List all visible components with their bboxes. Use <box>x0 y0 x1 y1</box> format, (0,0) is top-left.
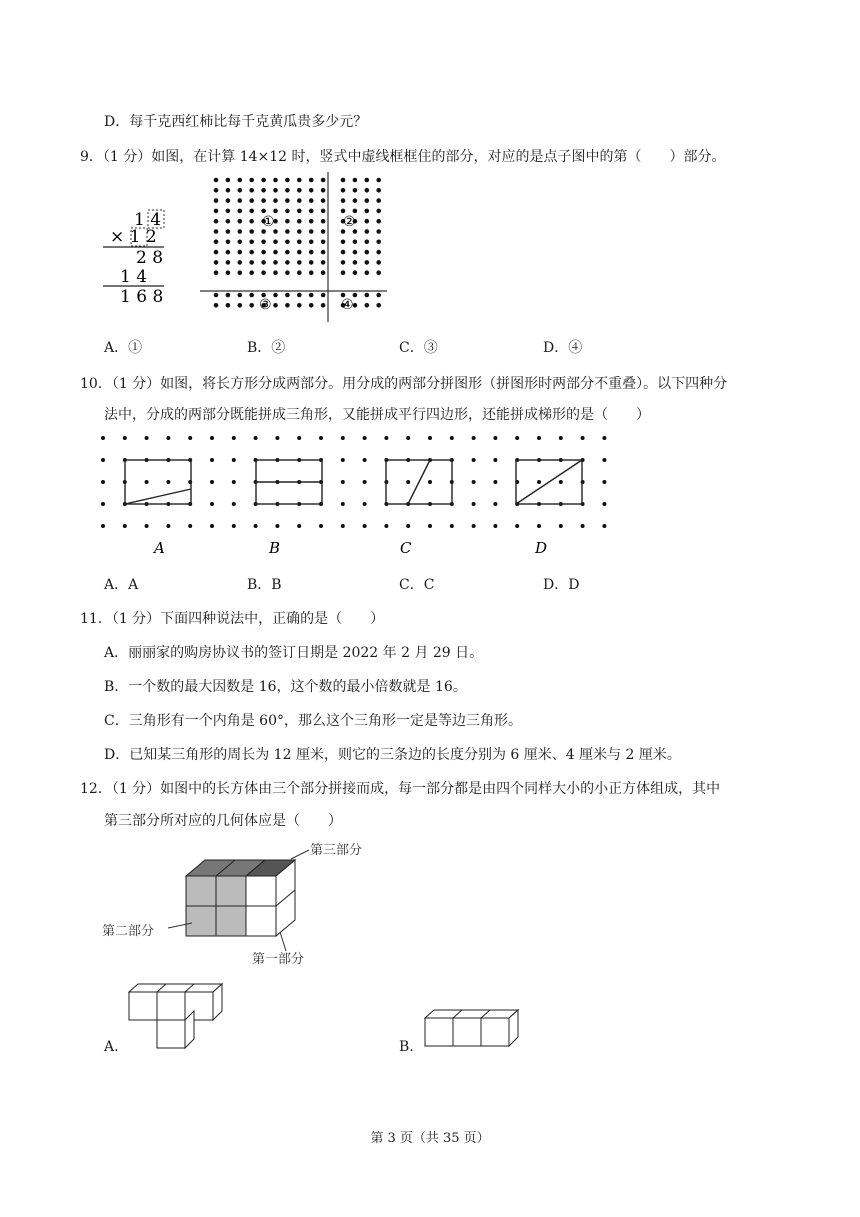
dot <box>249 250 254 255</box>
grid-dot <box>472 502 476 506</box>
dot <box>376 188 381 193</box>
dot <box>321 198 326 203</box>
dot <box>249 240 254 245</box>
grid-dot <box>210 502 214 506</box>
calc-row1: 1 4 <box>134 210 162 230</box>
dot <box>353 260 358 265</box>
q11-option-a[interactable]: A．丽丽家的购房协议书的签订日期是 2022 年 2 月 29 日。 <box>104 645 484 661</box>
dot <box>249 188 254 193</box>
grid-dot <box>275 524 279 528</box>
q10-option-c[interactable]: C．C <box>399 577 435 593</box>
grid-dot <box>472 480 476 484</box>
grid-dot <box>363 458 367 462</box>
grid-dot <box>145 436 149 440</box>
label-third-part: 第三部分 <box>310 843 363 858</box>
dot <box>238 198 243 203</box>
grid-dot <box>101 524 105 528</box>
grid-dot <box>341 524 345 528</box>
q10-option-a[interactable]: A．A <box>104 577 139 593</box>
dot <box>365 178 370 183</box>
dot <box>238 293 243 298</box>
dot <box>226 260 231 265</box>
dot <box>376 250 381 255</box>
grid-dot <box>297 436 301 440</box>
dot <box>321 260 326 265</box>
grid-dot <box>275 436 279 440</box>
dot <box>321 229 326 234</box>
dot <box>365 209 370 214</box>
grid-dot <box>493 524 497 528</box>
dot <box>297 188 302 193</box>
dot <box>297 293 302 298</box>
grid-dot <box>537 480 541 484</box>
dot <box>285 303 290 308</box>
q9-option-c[interactable]: C．③ <box>399 340 438 356</box>
grid-dot <box>363 480 367 484</box>
dot <box>249 260 254 265</box>
grid-dot <box>101 436 105 440</box>
grid-dot <box>166 524 170 528</box>
grid-dot <box>493 436 497 440</box>
grid-dot <box>428 524 432 528</box>
grid-dot <box>210 524 214 528</box>
dot <box>321 293 326 298</box>
dot <box>261 260 266 265</box>
calc-row2: × 1 2 <box>110 227 157 247</box>
dot <box>249 219 254 224</box>
q10-stem-line2: 法中，分成的两部分既能拼成三角形，又能拼成平行四边形，还能拼成梯形的是（ ） <box>104 407 650 423</box>
dot <box>273 240 278 245</box>
grid-dot <box>406 480 410 484</box>
q10-option-d[interactable]: D．D <box>543 577 580 593</box>
dot <box>341 209 346 214</box>
dot <box>365 270 370 275</box>
dot <box>365 188 370 193</box>
grid-dot <box>602 524 606 528</box>
dot <box>376 209 381 214</box>
dot <box>226 240 231 245</box>
dot <box>226 219 231 224</box>
grid-dot <box>493 458 497 462</box>
dot <box>297 270 302 275</box>
dot <box>309 229 314 234</box>
dot <box>376 240 381 245</box>
grid-dot <box>101 458 105 462</box>
dot <box>297 229 302 234</box>
dot <box>353 178 358 183</box>
grid-dot <box>450 436 454 440</box>
dot <box>249 198 254 203</box>
cut-line-d <box>516 460 582 504</box>
grid-dot <box>602 458 606 462</box>
grid-dot <box>254 524 258 528</box>
dot <box>261 188 266 193</box>
region-label-3: ③ <box>259 297 272 313</box>
calc-row5: 1 6 8 <box>120 287 164 307</box>
grid-dot <box>232 480 236 484</box>
dot <box>353 250 358 255</box>
grid-dot <box>123 524 127 528</box>
dot <box>261 240 266 245</box>
dot <box>297 250 302 255</box>
rect-a <box>125 460 191 504</box>
q9-option-a[interactable]: A．① <box>104 340 143 356</box>
dot <box>365 303 370 308</box>
dot <box>365 198 370 203</box>
dot <box>376 219 381 224</box>
cut-line-c <box>408 460 430 504</box>
grid-dot <box>319 524 323 528</box>
grid-dot <box>232 436 236 440</box>
grid-dot <box>341 480 345 484</box>
dot <box>285 293 290 298</box>
dot <box>261 198 266 203</box>
grid-dot <box>472 458 476 462</box>
dot <box>226 293 231 298</box>
dot <box>214 293 219 298</box>
region-label-2: ② <box>343 214 356 230</box>
grid-dot <box>602 502 606 506</box>
q12-stem-line1: 12．（1 分）如图中的长方体由三个部分拼接而成，每一部分都是由四个同样大小的小正方体组成，其中 <box>80 781 721 797</box>
dot <box>273 260 278 265</box>
dot <box>309 219 314 224</box>
dot <box>214 240 219 245</box>
q9-option-d[interactable]: D．④ <box>543 340 583 356</box>
grid-dot <box>406 524 410 528</box>
dot <box>297 240 302 245</box>
grid-dot <box>210 458 214 462</box>
label-second-part: 第二部分 <box>102 924 155 939</box>
dot <box>365 229 370 234</box>
dot <box>285 270 290 275</box>
dot <box>273 178 278 183</box>
q12-option-a[interactable]: A. <box>104 1039 119 1055</box>
grid-dot <box>232 458 236 462</box>
grid-dot <box>166 436 170 440</box>
dot <box>309 270 314 275</box>
dot <box>261 178 266 183</box>
dot <box>238 240 243 245</box>
dot <box>376 229 381 234</box>
dot <box>273 303 278 308</box>
grid-dot <box>101 502 105 506</box>
dot <box>285 260 290 265</box>
dot <box>341 270 346 275</box>
dot <box>321 270 326 275</box>
figure-label-a: A <box>154 539 165 557</box>
dot <box>353 198 358 203</box>
figure-label-c: C <box>400 539 412 557</box>
dot <box>214 250 219 255</box>
dot <box>297 260 302 265</box>
dot <box>309 250 314 255</box>
dot <box>249 229 254 234</box>
dot <box>249 270 254 275</box>
dot <box>365 240 370 245</box>
dot <box>309 240 314 245</box>
dot <box>249 209 254 214</box>
dot <box>321 303 326 308</box>
dot <box>297 209 302 214</box>
figure-label-b: B <box>269 539 281 557</box>
grid-dot <box>232 524 236 528</box>
grid-dot <box>384 436 388 440</box>
grid-dot <box>363 524 367 528</box>
q9-stem: 9．（1 分）如图，在计算 14×12 时，竖式中虚线框框住的部分，对应的是点子图中的第（ ）部分。 <box>80 149 726 165</box>
dot <box>238 260 243 265</box>
grid-dot <box>493 502 497 506</box>
grid-dot <box>602 480 606 484</box>
dot <box>238 303 243 308</box>
dot <box>273 209 278 214</box>
grid-dot <box>123 436 127 440</box>
dot <box>214 260 219 265</box>
grid-dot <box>559 436 563 440</box>
dot <box>226 188 231 193</box>
dot <box>214 188 219 193</box>
dot <box>297 219 302 224</box>
dot <box>341 260 346 265</box>
q11-option-b[interactable]: B．一个数的最大因数是 16，这个数的最小倍数就是 16。 <box>104 679 467 695</box>
grid-dot <box>363 502 367 506</box>
dot <box>321 250 326 255</box>
dot <box>238 250 243 255</box>
dot <box>353 209 358 214</box>
dot <box>226 198 231 203</box>
q10-option-b[interactable]: B．B <box>247 577 282 593</box>
dot <box>309 188 314 193</box>
dot <box>309 303 314 308</box>
dot <box>341 188 346 193</box>
page-footer: 第 3 页（共 35 页） <box>370 1131 490 1146</box>
grid-dot <box>515 524 519 528</box>
q11-option-d[interactable]: D．已知某三角形的周长为 12 厘米，则它的三条边的长度分别为 6 厘米、4 厘米与 2 厘米。 <box>104 747 681 763</box>
dot <box>321 240 326 245</box>
dot <box>285 240 290 245</box>
dot <box>341 250 346 255</box>
dot <box>341 240 346 245</box>
dot <box>353 188 358 193</box>
dot <box>261 209 266 214</box>
grid-dot <box>581 436 585 440</box>
dot <box>238 209 243 214</box>
dot <box>285 219 290 224</box>
dot <box>321 219 326 224</box>
dot <box>297 198 302 203</box>
dot <box>238 178 243 183</box>
grid-dot <box>145 480 149 484</box>
q9-option-b[interactable]: B．② <box>247 340 286 356</box>
grid-dot <box>559 480 563 484</box>
calc-row4: 1 4 <box>120 267 148 287</box>
q11-option-c[interactable]: C．三角形有一个内角是 60°，那么这个三角形一定是等边三角形。 <box>104 713 522 729</box>
dot <box>249 178 254 183</box>
grid-dot <box>341 458 345 462</box>
grid-dot <box>188 436 192 440</box>
dot <box>321 209 326 214</box>
dot <box>353 240 358 245</box>
grid-dot <box>254 436 258 440</box>
dot <box>365 260 370 265</box>
region-label-1: ① <box>262 214 275 230</box>
dot <box>285 229 290 234</box>
grid-dot <box>515 436 519 440</box>
dot <box>309 198 314 203</box>
grid-dot <box>145 524 149 528</box>
dot <box>309 293 314 298</box>
dot <box>297 178 302 183</box>
grid-dot <box>472 524 476 528</box>
dot <box>249 303 254 308</box>
grid-dot <box>559 524 563 528</box>
dot <box>249 293 254 298</box>
figure-label-d: D <box>535 539 548 557</box>
grid-dot <box>537 436 541 440</box>
dot <box>376 293 381 298</box>
grid-dot <box>297 524 301 528</box>
q12-stem-line2: 第三部分所对应的几何体应是（ ） <box>104 813 342 829</box>
dot <box>285 209 290 214</box>
grid-dot <box>188 524 192 528</box>
dot <box>365 219 370 224</box>
grid-dot <box>450 524 454 528</box>
dot <box>238 188 243 193</box>
dot <box>226 303 231 308</box>
dot <box>353 270 358 275</box>
dot <box>285 250 290 255</box>
dot <box>376 260 381 265</box>
dot <box>238 270 243 275</box>
dot <box>285 178 290 183</box>
grid-dot <box>166 480 170 484</box>
dot <box>309 209 314 214</box>
dot <box>273 250 278 255</box>
dot <box>226 250 231 255</box>
dot <box>214 178 219 183</box>
dot <box>376 198 381 203</box>
dot <box>226 209 231 214</box>
label-first-part: 第一部分 <box>252 952 305 967</box>
q10-stem-line1: 10．（1 分）如图，将长方形分成两部分。用分成的两部分拼图形（拼图形时两部分不重叠）。以下四种分 <box>80 376 728 392</box>
dot <box>214 303 219 308</box>
q12-option-b[interactable]: B. <box>399 1039 414 1055</box>
dot <box>273 293 278 298</box>
dot <box>238 229 243 234</box>
region-label-4: ④ <box>341 297 354 313</box>
dot <box>341 178 346 183</box>
grid-dot <box>363 436 367 440</box>
grid-dot <box>428 480 432 484</box>
dot <box>285 188 290 193</box>
dot <box>214 198 219 203</box>
grid-dot <box>493 480 497 484</box>
q8-option-d: D．每千克西红柿比每千克黄瓜贵多少元？ <box>104 114 368 130</box>
dot <box>297 303 302 308</box>
dot <box>376 303 381 308</box>
dot <box>226 178 231 183</box>
grid-dot <box>472 436 476 440</box>
grid-dot <box>428 436 432 440</box>
grid-dot <box>384 524 388 528</box>
dot <box>376 270 381 275</box>
dot <box>214 219 219 224</box>
dot <box>365 293 370 298</box>
grid-dot <box>341 436 345 440</box>
dot <box>226 270 231 275</box>
dot <box>309 178 314 183</box>
calc-row3: 2 8 <box>136 248 164 268</box>
grid-dot <box>319 436 323 440</box>
dot <box>273 270 278 275</box>
grid-dot <box>406 436 410 440</box>
dot <box>309 260 314 265</box>
grid-dot <box>101 480 105 484</box>
grid-dot <box>210 436 214 440</box>
dot <box>365 250 370 255</box>
grid-dot <box>602 436 606 440</box>
dot <box>214 209 219 214</box>
dot <box>273 188 278 193</box>
q11-stem: 11．（1 分）下面四种说法中，正确的是（ ） <box>80 611 385 627</box>
dot <box>261 270 266 275</box>
dot <box>273 198 278 203</box>
grid-dot <box>537 524 541 528</box>
grid-dot <box>232 502 236 506</box>
dot <box>214 229 219 234</box>
grid-dot <box>581 524 585 528</box>
grid-dot <box>210 480 214 484</box>
dot <box>214 270 219 275</box>
dot <box>341 198 346 203</box>
dot <box>285 198 290 203</box>
dot <box>238 219 243 224</box>
dot <box>226 229 231 234</box>
cut-line-a <box>125 489 191 504</box>
dot <box>261 250 266 255</box>
dot <box>321 178 326 183</box>
dot <box>376 178 381 183</box>
dot <box>321 188 326 193</box>
grid-dot <box>341 502 345 506</box>
